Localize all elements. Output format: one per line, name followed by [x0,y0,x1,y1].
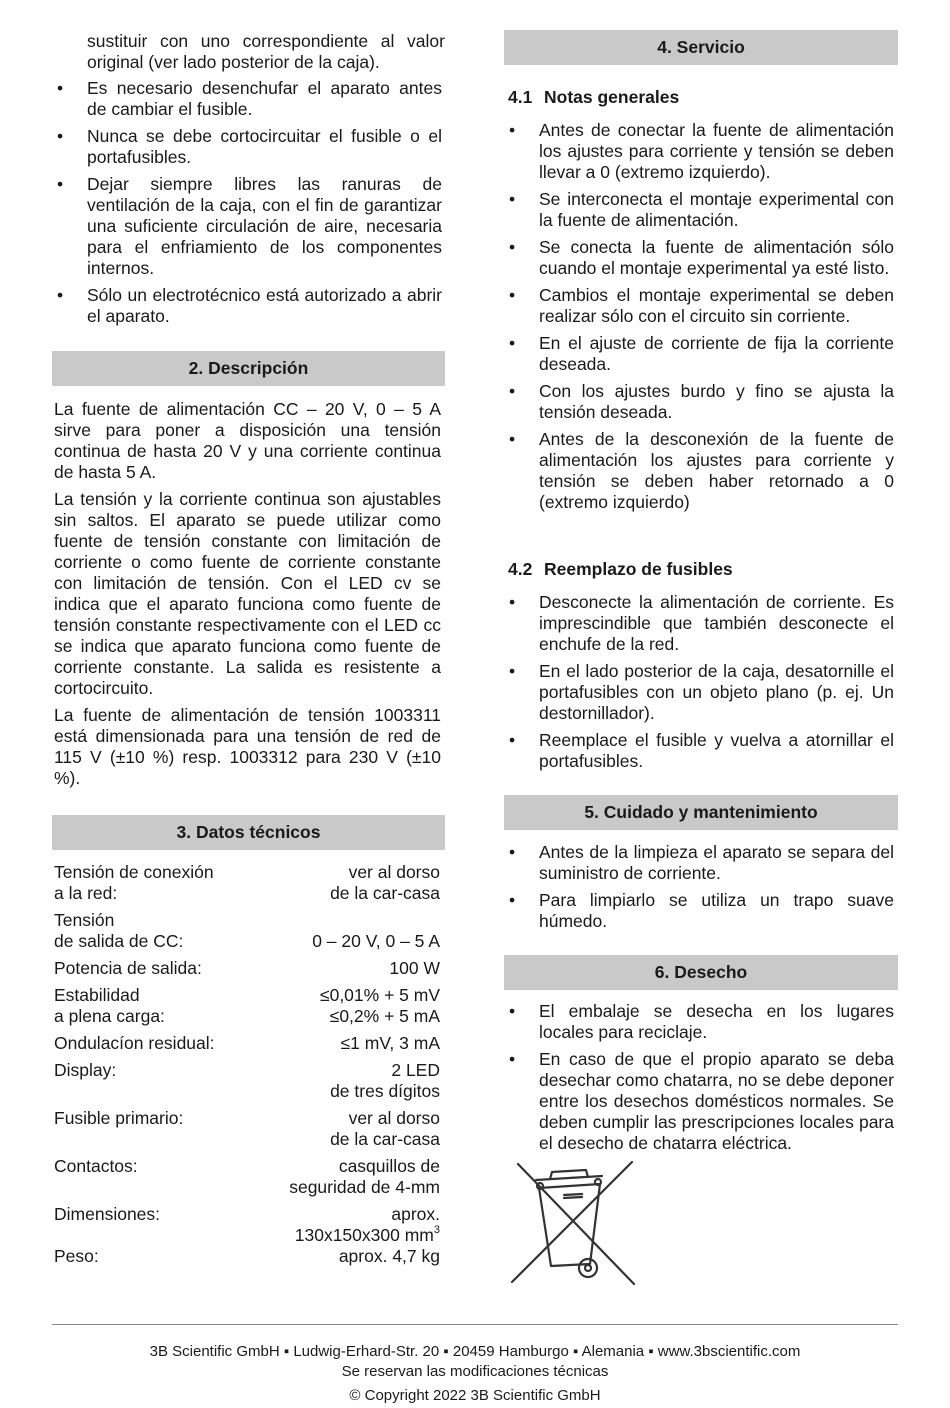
table-row [54,1102,440,1150]
spec-value: 2 LED [391,1060,440,1080]
footer [52,1324,898,1406]
spec-label: Contactos: [54,1156,138,1176]
spec-label: Estabilidad [54,985,140,1005]
specs-table [54,862,440,1267]
spec-value: casquillos de [338,1156,440,1176]
spec-value: ≤0,2% + 5 mA [329,1006,440,1026]
section-heading-descripcion: 2. Descripción [52,351,445,386]
spec-value: aprox. 4,7 kg [338,1246,440,1266]
list-item: • En caso de que el propio aparato se deba desechar como chatarra, no se debe deponer entre los desechos domésticos normales. Se deben cumplir las prescripciones locales para el desecho de chatarra eléctrica. [504,1049,894,1154]
section-heading-datos-tecnicos: 3. Datos técnicos [52,815,445,850]
paragraph: La tensión y la corriente continua son ajustables sin saltos. El aparato se puede utilizar como fuente de tensión constante con limitación de corriente o como fuente de corriente constante con limitación de tensión. Con el LED cv se indica que el aparato funciona como fuente de tensión constante respectivamente con el LED cc se indica que aparato funciona como fuente de corriente constante. La salida es resistente a cortocircuito. [54,489,441,698]
subsection-heading-fusibles [508,559,896,580]
footer-notice: Se reservan las modificaciones técnicas [341,1363,609,1380]
table-row [54,904,440,952]
spec-label: Tensión [54,910,115,930]
table-row [54,862,440,904]
spec-value: ver al dorso [348,862,440,882]
paragraph: La fuente de alimentación de tensión 1003311 está dimensionada para una tensión de red de 115 V (±10 %) resp. 1003312 para 230 V (±10 %). [54,705,441,788]
footer-copyright: © Copyright 2022 3B Scientific GmbH [349,1387,601,1404]
subsection-heading-notas [508,87,896,108]
section-heading-cuidado: 5. Cuidado y mantenimiento [504,795,898,830]
table-row [54,1027,440,1054]
notas-list [504,120,894,519]
table-row [54,1246,440,1267]
spec-label: Potencia de salida: [54,958,202,978]
spec-value: 0 – 20 V, 0 – 5 A [312,931,440,951]
spec-value: seguridad de 4-mm [289,1177,440,1197]
spec-value: 100 W [389,958,440,978]
continued-line: original (ver lado posterior de la caja). [87,52,380,72]
spec-label: Ondulacíon residual: [54,1033,215,1053]
fusibles-list [504,592,894,778]
spec-label: de salida de CC: [54,931,184,951]
list-item: • Antes de la desconexión de la fuente de alimentación los ajustes para corriente y tensión se deben haber retornado a 0 (extremo izquierdo) [504,429,894,513]
table-row [54,979,440,1027]
spec-label: Tensión de conexión [54,862,214,882]
list-item: • Antes de la limpieza el aparato se separa del suministro de corriente. [504,842,894,884]
subsection-title: Notas generales [544,87,680,107]
list-item: • Es necesario desenchufar el aparato antes de cambiar el fusible. [52,78,442,120]
continued-line: sustituir con uno correspondiente al valor [87,31,445,51]
spec-value: aprox. [391,1204,440,1224]
spec-label: Peso: [54,1246,99,1266]
subsection-number: 4.2 [508,559,533,579]
list-item: • Sólo un electrotécnico está autorizado a abrir el aparato. [52,285,442,327]
spec-value: de la car-casa [330,883,440,903]
spec-label: a plena carga: [54,1006,165,1026]
spec-value: de tres dígitos [330,1081,440,1101]
safety-list [52,78,442,333]
list-item: • Antes de conectar la fuente de alimentación los ajustes para corriente y tensión se deben llevar a 0 (extremo izquierdo). [504,120,894,183]
spec-value: de la car-casa [330,1129,440,1149]
spec-label: Fusible primario: [54,1108,184,1128]
list-item: • Se interconecta el montaje experimental con la fuente de alimentación. [504,189,894,231]
desecho-list [504,1001,894,1160]
table-row [54,952,440,979]
spec-value: ≤1 mV, 3 mA [340,1033,440,1053]
descripcion-body [52,399,445,795]
subsection-number: 4.1 [508,87,533,107]
cuidado-list [504,842,894,938]
spec-label: a la red: [54,883,118,903]
list-item: • Con los ajustes burdo y fino se ajusta la tensión deseada. [504,381,894,423]
spec-label: Display: [54,1060,117,1080]
list-item: • Desconecte la alimentación de corriente. Es imprescindible que también desconecte el enchufe de la red. [504,592,894,655]
list-item: • El embalaje se desecha en los lugares locales para reciclaje. [504,1001,894,1043]
list-item: • Cambios el montaje experimental se deben realizar sólo con el circuito sin corriente. [504,285,894,327]
spec-value: ≤0,01% + 5 mV [319,985,440,1005]
section-heading-desecho: 6. Desecho [504,955,898,990]
continued-bullet-text [87,31,445,73]
spec-label: Dimensiones: [54,1204,161,1224]
list-item: • Dejar siempre libres las ranuras de ventilación de la caja, con el fin de garantizar una suficiente circulación de aire, necesaria para el enfriamiento de los componentes internos. [52,174,442,279]
list-item: • Para limpiarlo se utiliza un trapo suave húmedo. [504,890,894,932]
spec-value: ver al dorso [348,1108,440,1128]
paragraph: La fuente de alimentación CC – 20 V, 0 – 5 A sirve para poner a disposición una tensión continua de hasta 20 V y una corriente continua de hasta 5 A. [54,399,441,482]
crossed-out-wheelie-bin-icon [506,1158,646,1288]
superscript: 3 [433,1224,440,1237]
list-item: • Reemplace el fusible y vuelva a atornillar el portafusibles. [504,730,894,772]
list-item: • En el lado posterior de la caja, desatornille el portafusibles con un objeto plano (p. ej. Un destornillador). [504,661,894,724]
list-item: • Nunca se debe cortocircuitar el fusible o el portafusibles. [52,126,442,168]
table-row [54,1150,440,1198]
list-item: • Se conecta la fuente de alimentación sólo cuando el montaje experimental ya esté listo. [504,237,894,279]
subsection-title: Reemplazo de fusibles [544,559,733,579]
table-row [54,1198,440,1246]
table-row [54,1054,440,1102]
section-heading-servicio: 4. Servicio [504,30,898,65]
spec-value: 130x150x300 mm [294,1225,434,1245]
footer-address: 3B Scientific GmbH ▪ Ludwig-Erhard-Str. 20 ▪ 20459 Hamburgo ▪ Alemania ▪ www.3bscientific.com [149,1343,801,1360]
list-item: • En el ajuste de corriente de fija la corriente deseada. [504,333,894,375]
